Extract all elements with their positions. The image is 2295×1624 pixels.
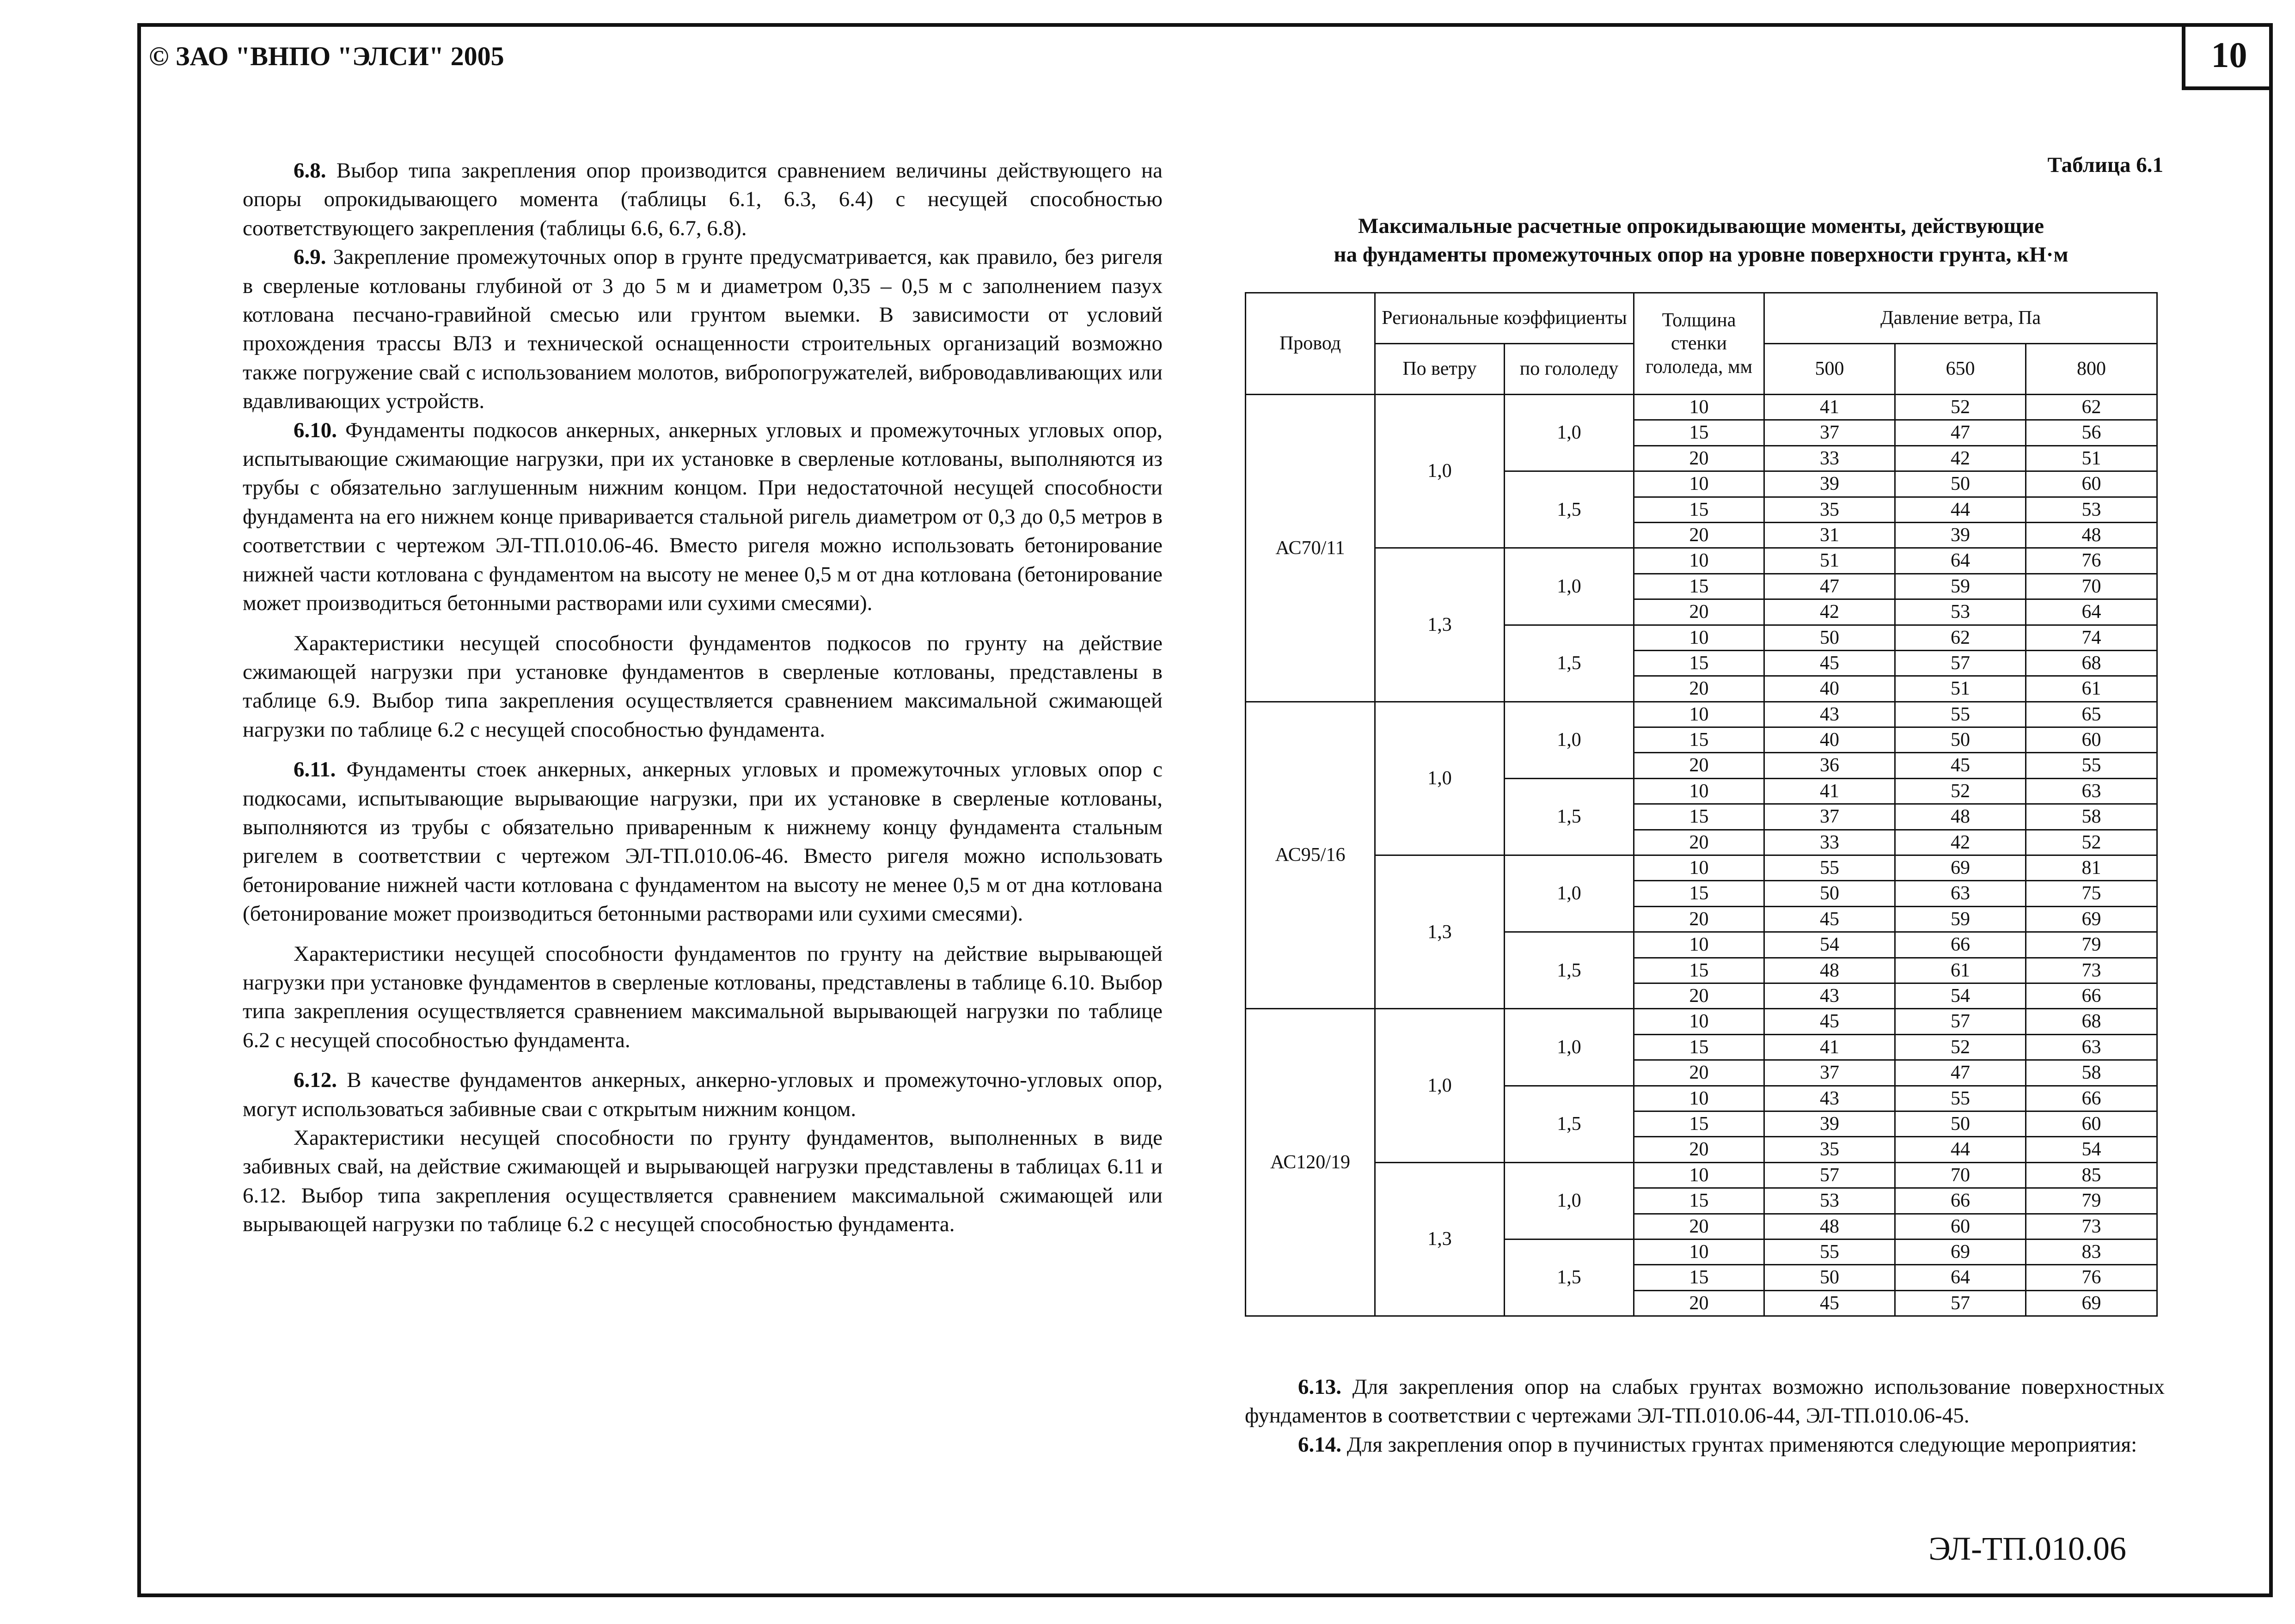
paragraph-compressive-characteristics (243, 629, 1163, 745)
para-number: 6.14. (1298, 1432, 1341, 1457)
cell-ice-thickness: 10 (1634, 471, 1764, 497)
cell-ice-thickness: 20 (1634, 830, 1764, 855)
para-text: Характеристики несущей способности по грунту фундаментов, выполненных в виде забивных свай, на действие сжимающей и вырывающей нагрузки представлены в таблицах 6.11 и 6.12. Выбор типа закрепления осуществляется сравнением максимальной сжимающей или вырывающей нагрузки по таблице 6.2 с несущей способностью фундамента. (243, 1126, 1163, 1237)
para-text: Характеристики несущей способности фундаментов по грунту на действие вырывающей нагрузки при установке фундаментов в сверленые котлованы, представлены в таблице 6.10. Выбор типа закрепления осуществляется сравнением максимальной вырывающей нагрузки по таблице 6.2 с несущей способностью фундамента. (243, 941, 1163, 1052)
moments-table (1245, 292, 2158, 1317)
cell-moment-650: 57 (1895, 650, 2026, 676)
cell-moment-650: 42 (1895, 446, 2026, 471)
paragraph-driven-piles (243, 1123, 1163, 1239)
page-number: 10 (2182, 23, 2273, 90)
cell-moment-650: 44 (1895, 1137, 2026, 1162)
cell-moment-500: 53 (1764, 1188, 1895, 1214)
table-row (1246, 1009, 2157, 1034)
cell-moment-500: 37 (1764, 804, 1895, 830)
cell-moment-500: 45 (1764, 1290, 1895, 1316)
cell-moment-800: 66 (2026, 983, 2157, 1008)
cell-moment-650: 52 (1895, 1034, 2026, 1060)
cell-wire: АС95/16 (1246, 702, 1375, 1009)
cell-moment-800: 63 (2026, 778, 2157, 804)
cell-ice-thickness: 15 (1634, 804, 1764, 830)
cell-ice-thickness: 10 (1634, 548, 1764, 574)
cell-ice-thickness: 10 (1634, 778, 1764, 804)
left-column (243, 156, 1163, 1239)
cell-moment-800: 62 (2026, 395, 2157, 420)
para-text: Закрепление промежуточных опор в грунте предусматривается, как правило, без ригеля в сверленые котлованы глубиной от 3 до 5 м и диаметром 0,35 – 0,5 м с заполнением пазух котлована песчано-гравийной смесью или грунтом выемки. В зависимости от условий прохождения трассы ВЛЗ и технической оснащенности строительных организаций возможно также погружение свай с использованием молотов, вибропогружателей, виброводавливающих или вдавливающих устройств. (243, 245, 1163, 414)
paragraph-pullout-characteristics (243, 940, 1163, 1055)
table-row (1246, 855, 2157, 881)
cell-wind-coef: 1,0 (1375, 1009, 1505, 1162)
cell-moment-650: 53 (1895, 599, 2026, 625)
cell-moment-800: 54 (2026, 1137, 2157, 1162)
cell-wind-coef: 1,3 (1375, 855, 1505, 1009)
cell-moment-650: 55 (1895, 702, 2026, 727)
cell-ice-thickness: 20 (1634, 1060, 1764, 1086)
cell-moment-800: 81 (2026, 855, 2157, 881)
cell-moment-500: 39 (1764, 1111, 1895, 1136)
paragraph-6-11 (243, 755, 1163, 928)
cell-moment-650: 69 (1895, 855, 2026, 881)
cell-moment-650: 50 (1895, 1111, 2026, 1136)
cell-ice-coef: 1,0 (1505, 1009, 1634, 1086)
cell-ice-thickness: 20 (1634, 599, 1764, 625)
cell-moment-500: 33 (1764, 446, 1895, 471)
para-number: 6.13. (1298, 1375, 1341, 1399)
header-by-wind: По ветру (1375, 344, 1505, 395)
cell-moment-800: 60 (2026, 727, 2157, 753)
para-text: Для закрепления опор на слабых грунтах возможно использование поверхностных фундаментов в соответствии с чертежами ЭЛ-ТП.010.06-44, ЭЛ-ТП.010.06-45. (1245, 1375, 2165, 1428)
cell-ice-thickness: 20 (1634, 983, 1764, 1008)
cell-ice-coef: 1,0 (1505, 395, 1634, 471)
para-number: 6.9. (294, 245, 326, 269)
cell-moment-800: 79 (2026, 1188, 2157, 1214)
table-row (1246, 702, 2157, 727)
cell-ice-coef: 1,5 (1505, 932, 1634, 1009)
table-row (1246, 548, 2157, 574)
cell-ice-thickness: 10 (1634, 1086, 1764, 1111)
cell-moment-500: 50 (1764, 625, 1895, 650)
cell-moment-800: 75 (2026, 881, 2157, 906)
cell-moment-800: 69 (2026, 906, 2157, 932)
cell-ice-thickness: 15 (1634, 881, 1764, 906)
header-by-ice: по гололеду (1505, 344, 1634, 395)
cell-moment-650: 55 (1895, 1086, 2026, 1111)
cell-moment-500: 45 (1764, 650, 1895, 676)
cell-moment-650: 54 (1895, 983, 2026, 1008)
para-text: Характеристики несущей способности фундаментов подкосов по грунту на действие сжимающей нагрузки при установке фундаментов в сверленые котлованы, представлены в таблице 6.9. Выбор типа закрепления осуществляется сравнением максимальной сжимающей нагрузки по таблице 6.2 с несущей способностью фундамента. (243, 631, 1163, 742)
cell-moment-500: 43 (1764, 702, 1895, 727)
cell-moment-800: 55 (2026, 753, 2157, 778)
cell-moment-800: 58 (2026, 1060, 2157, 1086)
cell-moment-500: 50 (1764, 881, 1895, 906)
cell-ice-thickness: 10 (1634, 1239, 1764, 1264)
cell-ice-coef: 1,0 (1505, 548, 1634, 625)
paragraph-6-14 (1245, 1430, 2165, 1459)
cell-moment-650: 39 (1895, 522, 2026, 548)
cell-moment-500: 31 (1764, 522, 1895, 548)
paragraph-6-9 (243, 243, 1163, 415)
para-text: Выбор типа закрепления опор производится сравнением величины действующего на опоры опрокидывающего момента (таблицы 6.1, 6.3, 6.4) с несущей способностью соответствующего закрепления (таблицы 6.6, 6.7, 6.8). (243, 159, 1163, 240)
cell-moment-800: 76 (2026, 1265, 2157, 1290)
cell-moment-500: 41 (1764, 778, 1895, 804)
cell-moment-800: 64 (2026, 599, 2157, 625)
cell-moment-800: 52 (2026, 830, 2157, 855)
cell-wind-coef: 1,3 (1375, 1162, 1505, 1316)
cell-ice-coef: 1,5 (1505, 1086, 1634, 1162)
para-text: Для закрепления опор в пучинистых грунтах применяются следующие мероприятия: (1346, 1432, 2137, 1457)
paragraph-6-10 (243, 416, 1163, 618)
cell-moment-800: 65 (2026, 702, 2157, 727)
cell-ice-thickness: 10 (1634, 625, 1764, 650)
cell-moment-500: 54 (1764, 932, 1895, 958)
cell-moment-800: 56 (2026, 420, 2157, 446)
cell-moment-650: 47 (1895, 1060, 2026, 1086)
header-pressure-800: 800 (2026, 344, 2157, 395)
cell-moment-500: 50 (1764, 1265, 1895, 1290)
cell-moment-800: 73 (2026, 1214, 2157, 1239)
cell-ice-thickness: 20 (1634, 906, 1764, 932)
table-row (1246, 395, 2157, 420)
cell-moment-500: 51 (1764, 548, 1895, 574)
header-pressure-500: 500 (1764, 344, 1895, 395)
header-wind-pressure: Давление ветра, Па (1764, 293, 2157, 344)
table-title (1257, 212, 2145, 269)
header-regional-coefficients: Региональные коэффициенты (1375, 293, 1634, 344)
cell-moment-800: 58 (2026, 804, 2157, 830)
cell-moment-800: 66 (2026, 1086, 2157, 1111)
cell-moment-500: 40 (1764, 676, 1895, 702)
cell-moment-650: 48 (1895, 804, 2026, 830)
para-number: 6.11. (294, 757, 336, 782)
table-caption: Таблица 6.1 (2047, 153, 2163, 177)
cell-moment-500: 41 (1764, 395, 1895, 420)
cell-moment-500: 48 (1764, 958, 1895, 983)
cell-moment-500: 55 (1764, 1239, 1895, 1264)
cell-moment-800: 74 (2026, 625, 2157, 650)
cell-moment-650: 51 (1895, 676, 2026, 702)
cell-moment-500: 35 (1764, 1137, 1895, 1162)
cell-moment-650: 57 (1895, 1290, 2026, 1316)
cell-moment-500: 39 (1764, 471, 1895, 497)
cell-wire: АС120/19 (1246, 1009, 1375, 1316)
cell-ice-thickness: 20 (1634, 676, 1764, 702)
cell-moment-500: 40 (1764, 727, 1895, 753)
cell-moment-500: 35 (1764, 497, 1895, 522)
cell-ice-thickness: 15 (1634, 1188, 1764, 1214)
cell-wind-coef: 1,3 (1375, 548, 1505, 702)
cell-moment-800: 48 (2026, 522, 2157, 548)
cell-moment-650: 70 (1895, 1162, 2026, 1188)
cell-ice-thickness: 20 (1634, 522, 1764, 548)
cell-ice-thickness: 15 (1634, 1034, 1764, 1060)
cell-moment-650: 52 (1895, 395, 2026, 420)
cell-moment-800: 53 (2026, 497, 2157, 522)
cell-moment-650: 61 (1895, 958, 2026, 983)
cell-moment-650: 63 (1895, 881, 2026, 906)
cell-wire: АС70/11 (1246, 395, 1375, 702)
cell-ice-thickness: 10 (1634, 932, 1764, 958)
cell-ice-thickness: 15 (1634, 650, 1764, 676)
cell-moment-500: 55 (1764, 855, 1895, 881)
cell-moment-800: 61 (2026, 676, 2157, 702)
header-ice-thickness: Толщина стенки гололеда, мм (1634, 293, 1764, 395)
cell-ice-thickness: 10 (1634, 702, 1764, 727)
cell-ice-coef: 1,5 (1505, 625, 1634, 702)
cell-moment-500: 43 (1764, 983, 1895, 1008)
cell-ice-thickness: 15 (1634, 1111, 1764, 1136)
cell-ice-thickness: 20 (1634, 1290, 1764, 1316)
cell-moment-650: 50 (1895, 727, 2026, 753)
cell-moment-650: 42 (1895, 830, 2026, 855)
header-pressure-650: 650 (1895, 344, 2026, 395)
cell-moment-800: 60 (2026, 1111, 2157, 1136)
table-body (1246, 395, 2157, 1316)
cell-moment-650: 59 (1895, 906, 2026, 932)
cell-ice-coef: 1,5 (1505, 1239, 1634, 1316)
cell-moment-800: 85 (2026, 1162, 2157, 1188)
cell-wind-coef: 1,0 (1375, 702, 1505, 855)
cell-moment-800: 60 (2026, 471, 2157, 497)
cell-moment-800: 79 (2026, 932, 2157, 958)
cell-moment-800: 76 (2026, 548, 2157, 574)
table-title-line-2: на фундаменты промежуточных опор на уровне поверхности грунта, кН·м (1334, 243, 2069, 267)
cell-moment-650: 69 (1895, 1239, 2026, 1264)
para-number: 6.10. (294, 418, 337, 442)
cell-ice-coef: 1,5 (1505, 471, 1634, 548)
cell-moment-650: 47 (1895, 420, 2026, 446)
cell-moment-800: 68 (2026, 650, 2157, 676)
cell-ice-thickness: 20 (1634, 753, 1764, 778)
cell-moment-800: 51 (2026, 446, 2157, 471)
cell-moment-800: 63 (2026, 1034, 2157, 1060)
cell-moment-500: 47 (1764, 574, 1895, 599)
cell-moment-800: 69 (2026, 1290, 2157, 1316)
cell-ice-thickness: 15 (1634, 1265, 1764, 1290)
cell-ice-thickness: 15 (1634, 497, 1764, 522)
cell-moment-500: 45 (1764, 906, 1895, 932)
cell-ice-thickness: 20 (1634, 446, 1764, 471)
cell-moment-650: 59 (1895, 574, 2026, 599)
cell-moment-650: 62 (1895, 625, 2026, 650)
para-text: Фундаменты стоек анкерных, анкерных угловых и промежуточных угловых опор с подкосами, испытывающие вырывающие нагрузки, при их установке в сверленые котлованы, выполняются из трубы с обязательно приваренным к нижнему концу фундамента стальным ригелем в соответствии с чертежом ЭЛ-ТП.010.06-46. Вместо ригеля можно использовать бетонирование нижней части котлована с фундаментом на высоту не менее 0,5 м от дна котлована (бетонирование может производиться бетонными растворами или сухими смесями). (243, 757, 1163, 926)
cell-moment-500: 41 (1764, 1034, 1895, 1060)
cell-moment-800: 68 (2026, 1009, 2157, 1034)
cell-ice-coef: 1,0 (1505, 855, 1634, 932)
cell-wind-coef: 1,0 (1375, 395, 1505, 548)
cell-moment-650: 44 (1895, 497, 2026, 522)
cell-moment-650: 50 (1895, 471, 2026, 497)
cell-moment-500: 57 (1764, 1162, 1895, 1188)
bottom-text (1245, 1373, 2165, 1459)
cell-moment-650: 64 (1895, 548, 2026, 574)
cell-ice-thickness: 15 (1634, 727, 1764, 753)
cell-moment-800: 70 (2026, 574, 2157, 599)
cell-ice-thickness: 10 (1634, 1009, 1764, 1034)
cell-ice-thickness: 20 (1634, 1137, 1764, 1162)
cell-ice-coef: 1,0 (1505, 1162, 1634, 1239)
cell-moment-500: 42 (1764, 599, 1895, 625)
cell-moment-500: 48 (1764, 1214, 1895, 1239)
cell-moment-650: 60 (1895, 1214, 2026, 1239)
cell-moment-500: 43 (1764, 1086, 1895, 1111)
table-row (1246, 1162, 2157, 1188)
header-wire: Провод (1246, 293, 1375, 395)
paragraph-6-12 (243, 1066, 1163, 1123)
cell-moment-650: 45 (1895, 753, 2026, 778)
cell-ice-thickness: 10 (1634, 1162, 1764, 1188)
cell-moment-500: 45 (1764, 1009, 1895, 1034)
para-number: 6.8. (294, 159, 326, 183)
document-code: ЭЛ-ТП.010.06 (1928, 1530, 2126, 1567)
cell-moment-800: 73 (2026, 958, 2157, 983)
cell-ice-thickness: 10 (1634, 395, 1764, 420)
cell-ice-thickness: 15 (1634, 420, 1764, 446)
cell-ice-thickness: 20 (1634, 1214, 1764, 1239)
cell-moment-500: 37 (1764, 420, 1895, 446)
paragraph-6-13 (1245, 1373, 2165, 1430)
cell-moment-500: 37 (1764, 1060, 1895, 1086)
cell-moment-500: 36 (1764, 753, 1895, 778)
cell-moment-800: 83 (2026, 1239, 2157, 1264)
cell-moment-650: 57 (1895, 1009, 2026, 1034)
cell-ice-coef: 1,5 (1505, 778, 1634, 855)
cell-moment-650: 64 (1895, 1265, 2026, 1290)
cell-ice-coef: 1,0 (1505, 702, 1634, 778)
paragraph-6-8 (243, 156, 1163, 243)
table-title-line-1: Максимальные расчетные опрокидывающие моменты, действующие (1358, 214, 2044, 238)
cell-ice-thickness: 15 (1634, 958, 1764, 983)
cell-moment-650: 66 (1895, 1188, 2026, 1214)
cell-ice-thickness: 10 (1634, 855, 1764, 881)
cell-moment-650: 66 (1895, 932, 2026, 958)
cell-moment-500: 33 (1764, 830, 1895, 855)
para-text: В качестве фундаментов анкерных, анкерно-угловых и промежуточно-угловых опор, могут использоваться забивные сваи с открытым нижним концом. (243, 1068, 1163, 1121)
cell-ice-thickness: 15 (1634, 574, 1764, 599)
cell-moment-650: 52 (1895, 778, 2026, 804)
para-text: Фундаменты подкосов анкерных, анкерных угловых и промежуточных угловых опор, испытывающие сжимающие нагрузки, при их установке в сверленые котлованы, выполняются из трубы с обязательно заглушенным нижним концом. При недостаточной несущей способности фундамента на его нижнем конце приваривается стальной ригель диаметром от 0,3 до 0,5 метров в соответствии с чертежом ЭЛ-ТП.010.06-46. Вместо ригеля можно использовать бетонирование нижней части котлована с фундаментом на высоту не менее 0,5 м от дна котлована (бетонирование может производиться бетонными растворами или сухими смесями). (243, 418, 1163, 616)
copyright-header: © ЗАО "ВНПО "ЭЛСИ" 2005 (149, 41, 504, 71)
para-number: 6.12. (294, 1068, 337, 1093)
